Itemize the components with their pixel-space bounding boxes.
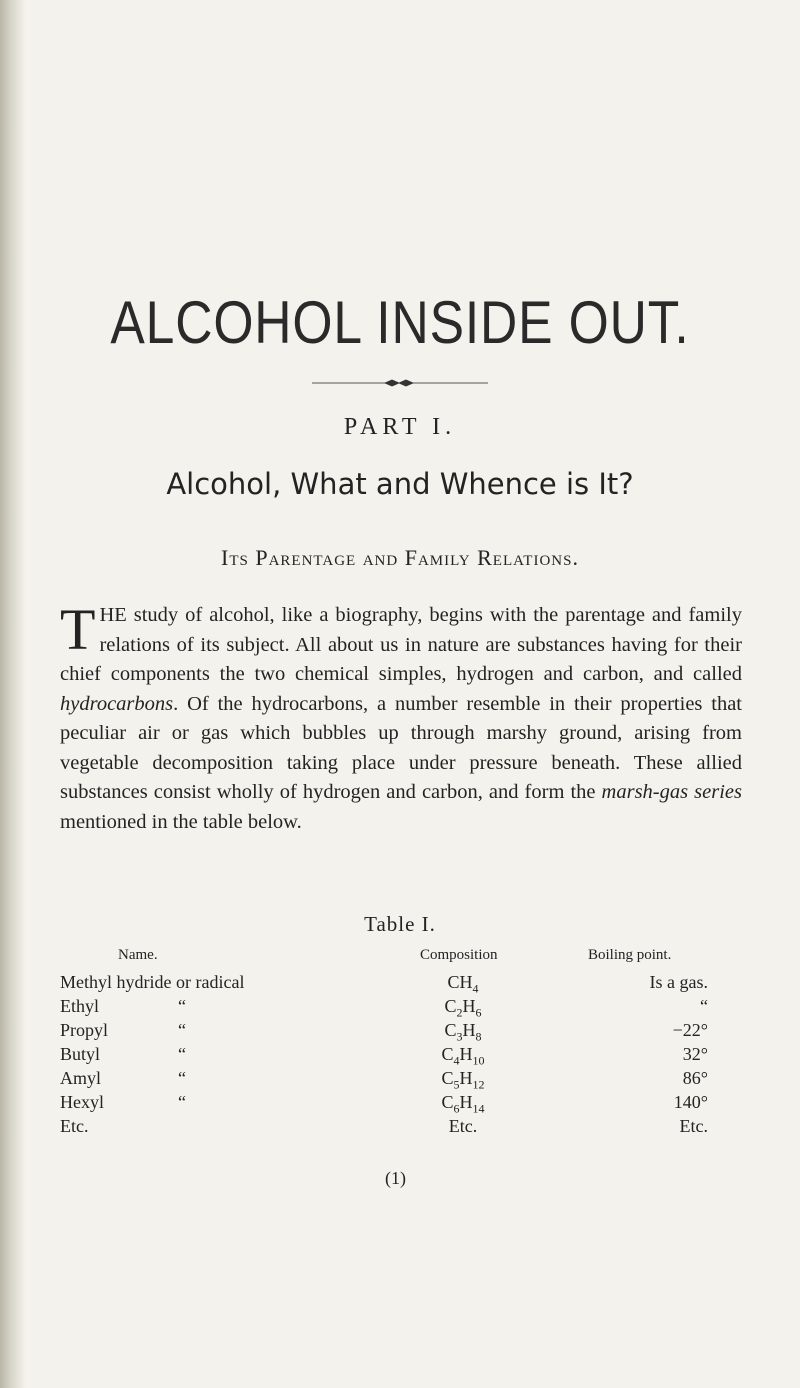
table-cell-boiling-point: 86°	[682, 1068, 708, 1088]
table-cell-ditto: “	[178, 1068, 186, 1088]
drop-cap: T	[60, 597, 96, 662]
table-caption: Table I.	[364, 912, 436, 936]
table-cell-name: Amyl	[60, 1068, 102, 1088]
table-cell-boiling-point: Etc.	[679, 1116, 708, 1136]
ornament-divider	[312, 378, 488, 388]
table-cell-composition: $C_3H_8$	[444, 1020, 482, 1044]
table-cell-composition: $C_4H_{10}$	[441, 1044, 485, 1068]
table-cell-boiling-point: −22°	[672, 1020, 708, 1040]
table-cell-ditto: “	[178, 1092, 186, 1112]
page-edge-shadow	[0, 0, 26, 1388]
term-marsh-gas-series: marsh-gas series	[601, 781, 742, 803]
body-segment: mentioned in the table below.	[60, 810, 302, 833]
table-cell-composition: $C_2H_6$	[444, 996, 482, 1020]
table-cell-composition: $CH_4$	[447, 972, 479, 996]
table-cell-ditto: “	[178, 1044, 186, 1064]
table-cell-boiling-point: “	[700, 996, 708, 1016]
body-segment: HE study of alcohol, like a biography, begins with the parentage and family relations of its subject. All about us in nature are substances having for their chief components the two chemical simples, hydrogen and carbon, and called	[60, 604, 742, 685]
table-cell-composition: $C_5H_{12}$	[441, 1068, 485, 1092]
table-cell-boiling-point: 140°	[673, 1092, 708, 1112]
body-text-flow	[60, 597, 742, 833]
table-cell-composition: Etc.	[448, 1116, 478, 1136]
header-name: Name.	[118, 947, 158, 963]
page-number: (1)	[385, 1168, 406, 1188]
book-title: ALCOHOL INSIDE OUT.	[110, 289, 690, 356]
table-cell-name: Hexyl	[60, 1092, 104, 1112]
section-heading: Its Parentage and Family Relations.	[221, 545, 579, 570]
header-composition: Composition	[420, 947, 498, 963]
term-hydrocarbons: hydrocarbons	[60, 692, 174, 715]
table-cell-ditto: “	[178, 1020, 186, 1040]
chapter-title: Alcohol, What and Whence is It?	[166, 467, 634, 501]
table-cell-composition: $C_6H_{14}$	[441, 1092, 485, 1116]
table-cell-name: Propyl	[60, 1020, 109, 1040]
table-cell-boiling-point: Is a gas.	[649, 972, 708, 992]
table-cell-name: Butyl	[60, 1044, 101, 1064]
body-paragraph	[60, 597, 742, 837]
body-segment: . Of the hydrocarbons, a number resemble in their properties that peculiar air or gas which bubbles up through marshy ground, arising from vegetable decomposition taking place under pressure beneath. These allied substances consist wholly of hydrogen and carbon, and form the	[60, 692, 742, 803]
table-cell-name: Etc.	[60, 1116, 89, 1136]
table-cell-name: Ethyl	[60, 996, 99, 1016]
header-boiling-point: Boiling point.	[588, 947, 672, 963]
part-label: PART I.	[343, 414, 457, 440]
table-cell-boiling-point: 32°	[682, 1044, 708, 1064]
table-cell-name: Methyl hydride or radical	[60, 972, 245, 992]
table-cell-ditto: “	[178, 996, 186, 1016]
